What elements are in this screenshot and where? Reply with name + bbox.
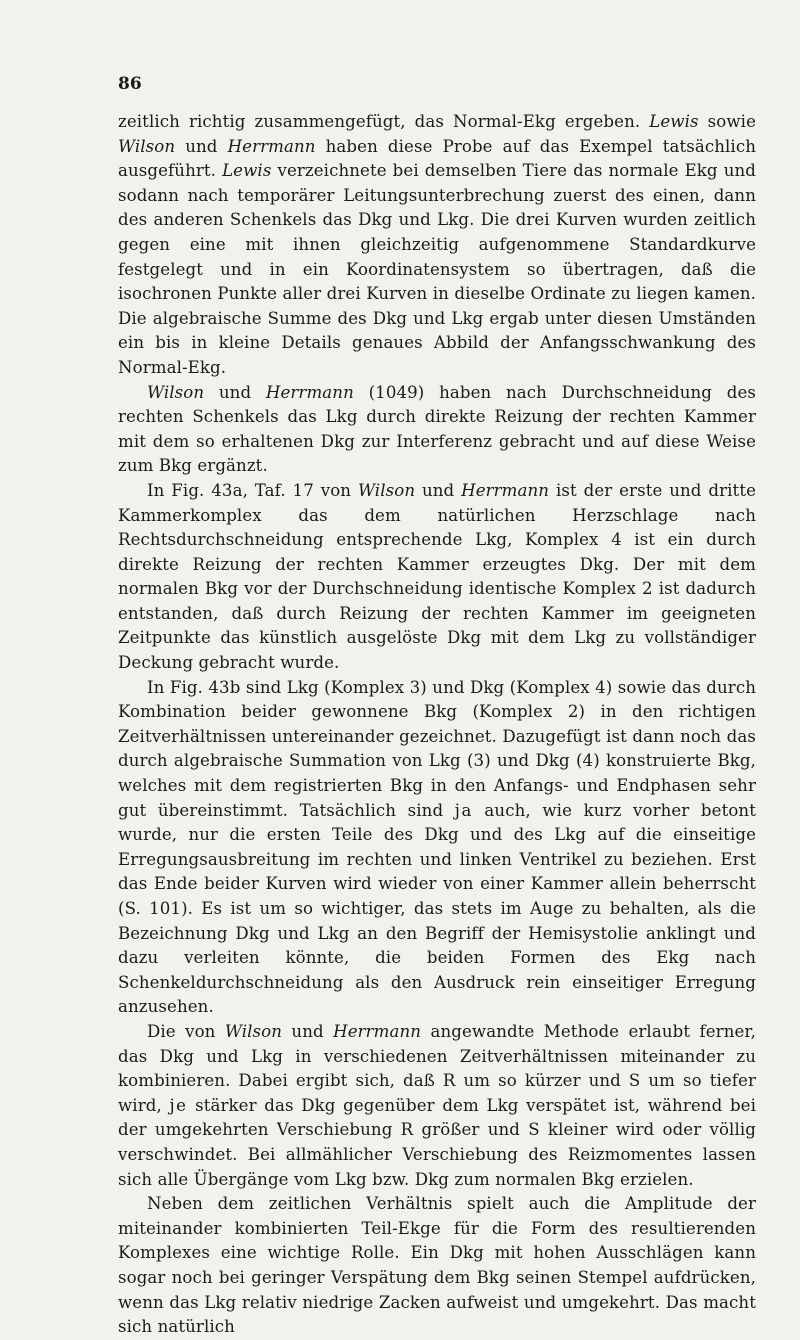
- author-name: Lewis: [649, 112, 699, 131]
- text-run: (1049) haben nach Durchschneidung des rechten Schenkels das Lkg durch direkte Reizung der rechten Kammer mit dem so erhaltenen Dkg zur Interferenz gebracht und auf diese Weise zum Bkg ergänzt.: [118, 382, 756, 476]
- paragraph-p6: [118, 1192, 756, 1340]
- text-run: Neben dem zeitlichen Verhältnis spielt auch die Amplitude der miteinander kombinierten Teil-Ekge für die Form des resultierenden Komplexes eine wichtige Rolle. Ein Dkg mit hohen Ausschlägen kann sogar noch bei geringer Verspätung dem Bkg seinen Stempel aufdrücken, wenn das Lkg relativ niedrige Zacken aufweist und umgekehrt. Das macht sich natürlich: [118, 1194, 756, 1337]
- text-run: verzeichnete bei demselben Tiere das normale Ekg und sodann nach temporärer Leitungsunterbrechung zuerst des einen, dann des anderen Schenkels das Dkg und Lkg. Die drei Kurven wurden zeitlich gegen eine mit ihnen gleichzeitig aufgenommene Standardkurve festgelegt und in ein Koordinatensystem so übertragen, daß die isochronen Punkte aller drei Kurven in dieselbe Ordinate zu liegen kamen. Die algebraische Summe des Dkg und Lkg ergab unter diesen Umständen ein bis in kleine Details genaues Abbild der Anfangsschwankung des Normal-Ekg.: [118, 161, 756, 377]
- author-name: Herrmann: [333, 1021, 422, 1041]
- emphasis-spaced: ja: [454, 800, 473, 820]
- page-number: 86: [118, 74, 142, 94]
- text-run: ist der erste und dritte Kammerkomplex das dem natürlichen Herzschlage nach Rechtsdurchschneidung entsprechende Lkg, Komplex 4 ist ein durch direkte Reizung der rechten Kammer erzeugtes Dkg. Der mit dem normalen Bkg vor der Durchschneidung identische Komplex 2 ist dadurch entstanden, daß durch Reizung der rechten Kammer im geeigneten Zeitpunkte das künstlich ausgelöste Dkg mit dem Lkg zu vollständiger Deckung gebracht wurde.: [118, 480, 757, 673]
- emphasis-spaced: je: [169, 1095, 188, 1115]
- author-name: Herrmann: [227, 136, 316, 156]
- text-run: Die von: [147, 1021, 225, 1041]
- text-run: haben diese Probe auf das Exempel tatsächlich ausgeführt.: [118, 136, 757, 181]
- text-run: zeitlich richtig zusammengefügt, das Normal-Ekg ergeben.: [118, 112, 650, 131]
- text-run: und: [282, 1021, 334, 1041]
- text-run: angewandte Methode erlaubt ferner, das Dkg und Lkg in verschiedenen Zeitverhältnissen miteinander zu kombinieren. Dabei ergibt sich, daß R um so kürzer und S um so tiefer wird,: [118, 1021, 756, 1115]
- paragraph-p2: [118, 381, 756, 479]
- text-run: In Fig. 43a, Taf. 17 von: [147, 480, 358, 500]
- paragraph-p5: [118, 1020, 756, 1192]
- text-run: auch, wie kurz vorher betont wurde, nur die ersten Teile des Dkg und des Lkg auf die einseitige Erregungsausbreitung im rechten und linken Ventrikel zu beziehen. Erst das Ende beider Kurven wird wieder von einer Kammer allein beherrscht (S. 101). Es ist um so wichtiger, das stets im Auge zu behalten, als die Bezeichnung Dkg und Lkg an den Begriff der Hemisystolie anklingt und dazu verleiten könnte, die beiden Formen des Ekg nach Schenkeldurchschneidung als den Ausdruck rein einseitiger Erregung anzusehen.: [118, 800, 756, 1017]
- text-run: und: [175, 136, 228, 156]
- text-run: und: [415, 480, 462, 500]
- paragraph-p3: [118, 479, 756, 676]
- author-name: Lewis: [222, 161, 272, 181]
- body-text: [118, 110, 756, 1340]
- author-name: Herrmann: [265, 382, 354, 402]
- author-name: Wilson: [147, 382, 205, 402]
- paragraph-p4: [118, 676, 756, 1020]
- author-name: Herrmann: [461, 480, 550, 500]
- author-name: Wilson: [357, 480, 416, 500]
- text-run: und: [204, 382, 266, 402]
- text-run: sowie: [698, 112, 757, 131]
- text-run: stärker das Dkg gegenüber dem Lkg verspätet ist, während bei der umgekehrten Verschiebung R größer und S kleiner wird oder völlig verschwindet. Bei allmählicher Verschiebung des Reizmomentes lassen sich alle Übergänge vom Lkg bzw. Dkg zum normalen Bkg erzielen.: [118, 1095, 756, 1189]
- author-name: Wilson: [118, 136, 176, 156]
- author-name: Wilson: [224, 1021, 283, 1041]
- text-run: In Fig. 43b sind Lkg (Komplex 3) und Dkg (Komplex 4) sowie das durch Kombination beider gewonnene Bkg (Komplex 2) in den richtigen Zeitverhältnissen untereinander gezeichnet. Dazugefügt ist dann noch das durch algebraische Summation von Lkg (3) und Dkg (4) konstruierte Bkg, welches mit dem registrierten Bkg in den Anfangs- und Endphasen sehr gut übereinstimmt. Tatsächlich sind: [118, 677, 756, 820]
- paragraph-p1: [118, 110, 756, 381]
